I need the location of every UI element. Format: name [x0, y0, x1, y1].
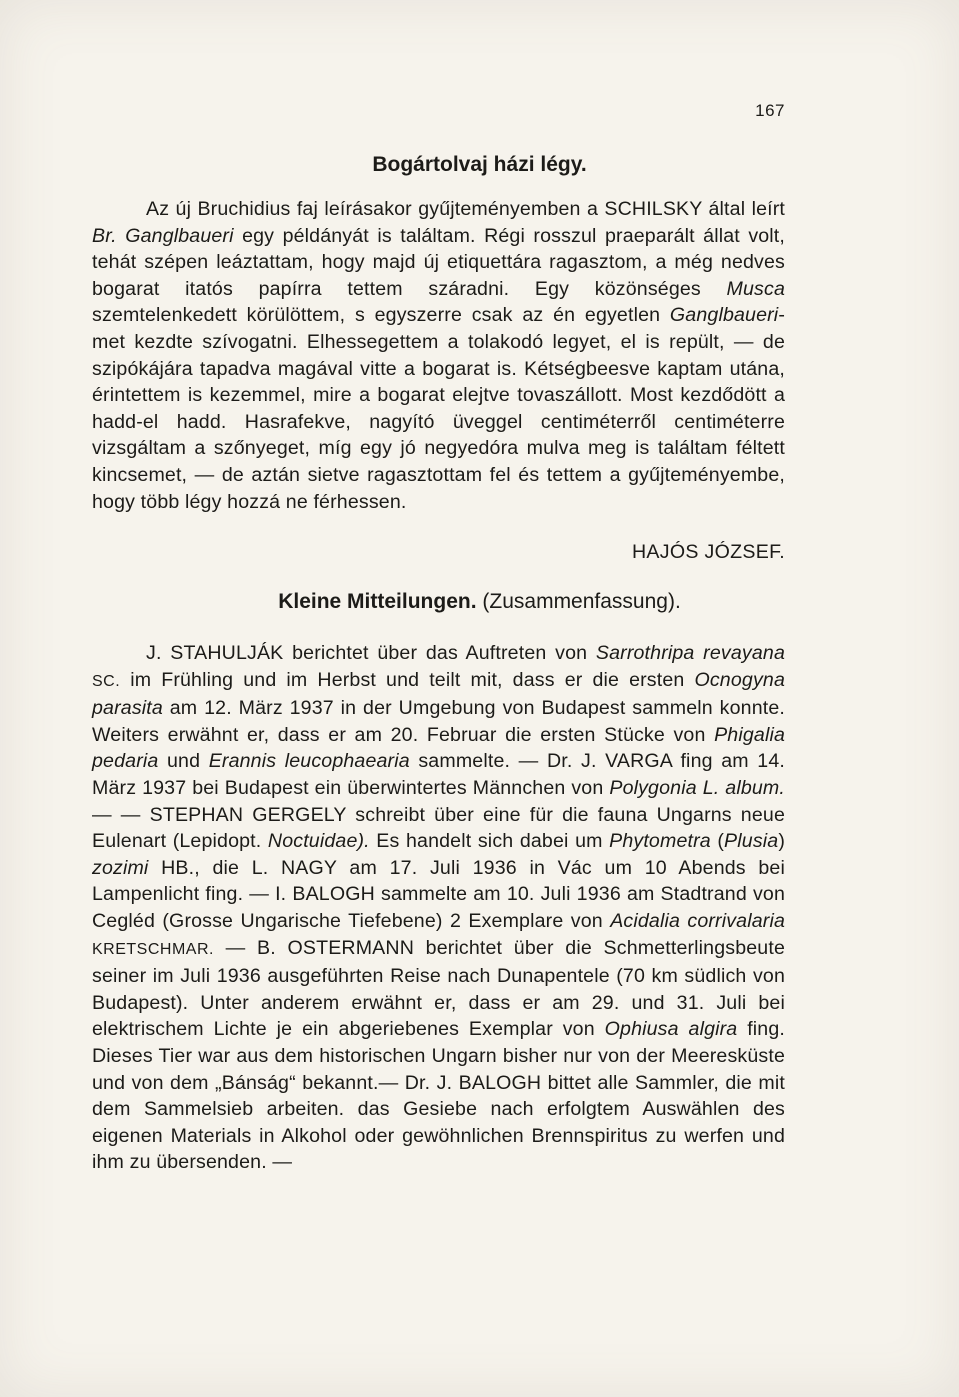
text-run: Az új Bruchidius faj leírásakor gyűjteményemben a SCHILSKY által leírt	[146, 198, 785, 220]
section-title: Kleine Mitteilungen.	[278, 590, 477, 613]
species-name: Br. Ganglbaueri	[92, 224, 234, 247]
article-body-german	[92, 640, 785, 1176]
author-signature: HAJÓS JÓZSEF.	[631, 541, 785, 563]
species-name: Ocnogyna parasita	[92, 668, 785, 720]
section-title-german	[0, 590, 959, 614]
genus-name: Musca	[726, 277, 785, 300]
genus-name: Plusia	[724, 830, 779, 853]
species-name: Phigalia pedaria	[92, 723, 785, 773]
text-run: fing. Dieses Tier war aus dem historischen Ungarn bisher nur von der Meeresküste und von dem „Bánság“ bekannt.— Dr. J. BALOGH bittet alle Sammler, die mit dem Sammelsieb arbeiten. das Gesiebe nach erfolgtem Auswählen des eigenen Materials in Alkohol oder gewöhnlichen Brennspiritus zu werfen und ihm zu übersenden. —	[92, 1018, 785, 1174]
text-run: Es handelt sich dabei um	[369, 830, 610, 853]
article-title-hungarian: Bogártolvaj házi légy.	[372, 153, 587, 176]
text-run: egy példányát is találtam. Régi rosszul praeparált állat volt, tehát szépen leáztattam, hogy majd új etiquettára ragasztom, a még nedves bogarat itatós papírra tettem száradni. Egy közönséges	[92, 224, 785, 300]
species-name: Erannis leucophaearia	[208, 750, 410, 773]
author-abbrev: KRETSCHMAR.	[92, 940, 214, 958]
text-run: J. STAHULJÁK berichtet über das Auftreten von	[146, 642, 596, 664]
species-name: zozimi	[92, 856, 149, 879]
species-name: Polygonia L. album.	[609, 776, 785, 799]
text-run: sammelte. — Dr. J. VARGA fing am 14. März 1937 bei Budapest ein überwintertes Männchen von	[92, 750, 785, 799]
text-run: HB., die L. NAGY am 17. Juli 1936 in Vác um 10 Abends bei Lampenlicht fing. — I. BALOGH sammelte am 10. Juli 1936 am Stadtrand von Cegléd (Grosse Ungarische Tiefebene) 2 Exemplare von	[92, 856, 785, 932]
text-run: — B. OSTERMANN berichtet über die Schmetterlingsbeute seiner im Juli 1936 ausgeführten Reise nach Dunapentele (70 km südlich von Budapest). Unter anderem erwähnt er, dass er am 29. und 31. Juli bei elektrischem Lichte je ein abgeriebenes Exemplar von	[92, 936, 785, 1041]
text-run: am 12. März 1937 in der Umgebung von Budapest sammeln konnte. Weiters erwähnt er, dass er am 20. Februar die ersten Stücke von	[92, 697, 785, 746]
author-abbrev: SC.	[92, 672, 121, 690]
species-name: Sarrothripa revayana	[595, 642, 785, 664]
text-run: und	[158, 750, 209, 773]
text-run: szemtelenkedett körülöttem, s egyszerre csak az én egyetlen	[92, 304, 670, 327]
page-number: 167	[755, 101, 785, 120]
text-run: (	[710, 830, 725, 853]
text-run: )	[778, 830, 786, 853]
article-body-hungarian	[92, 196, 785, 515]
species-name: Ophiusa algira	[604, 1018, 738, 1041]
text-run: -met kezdte szívogatni. Elhessegettem a tolakodó legyet, el is repült, — de szipókájára tapadva magával vitte a bogarat is. Kétségbeesve kaptam utána, érintettem is kezemmel, mire a bogarat elejtve tovaszállott. Most kezdődött a hadd-el hadd. Hasrafekve, nagyító üveggel centiméterről centiméterre vizsgáltam a szőnyeget, míg egy jó negyedóra mulva meg is találtam féltett kincsemet, — de aztán sietve ragasztottam fel és tettem a gyűjteményembe, hogy több légy hozzá ne férhessen.	[92, 304, 785, 513]
species-name: Ganglbaueri	[669, 304, 779, 327]
family-name: Noctuidae).	[267, 830, 370, 853]
species-name: Acidalia corrivalaria	[610, 909, 786, 932]
genus-name: Phytometra	[609, 830, 711, 853]
text-run: im Frühling und im Herbst und teilt mit, dass er die ersten	[120, 668, 695, 691]
section-subtitle: (Zusammenfassung).	[482, 590, 681, 613]
text-run: — — STEPHAN GERGELY schreibt über eine für die fauna Ungarns neue Eulenart (Lepidopt.	[92, 803, 785, 853]
